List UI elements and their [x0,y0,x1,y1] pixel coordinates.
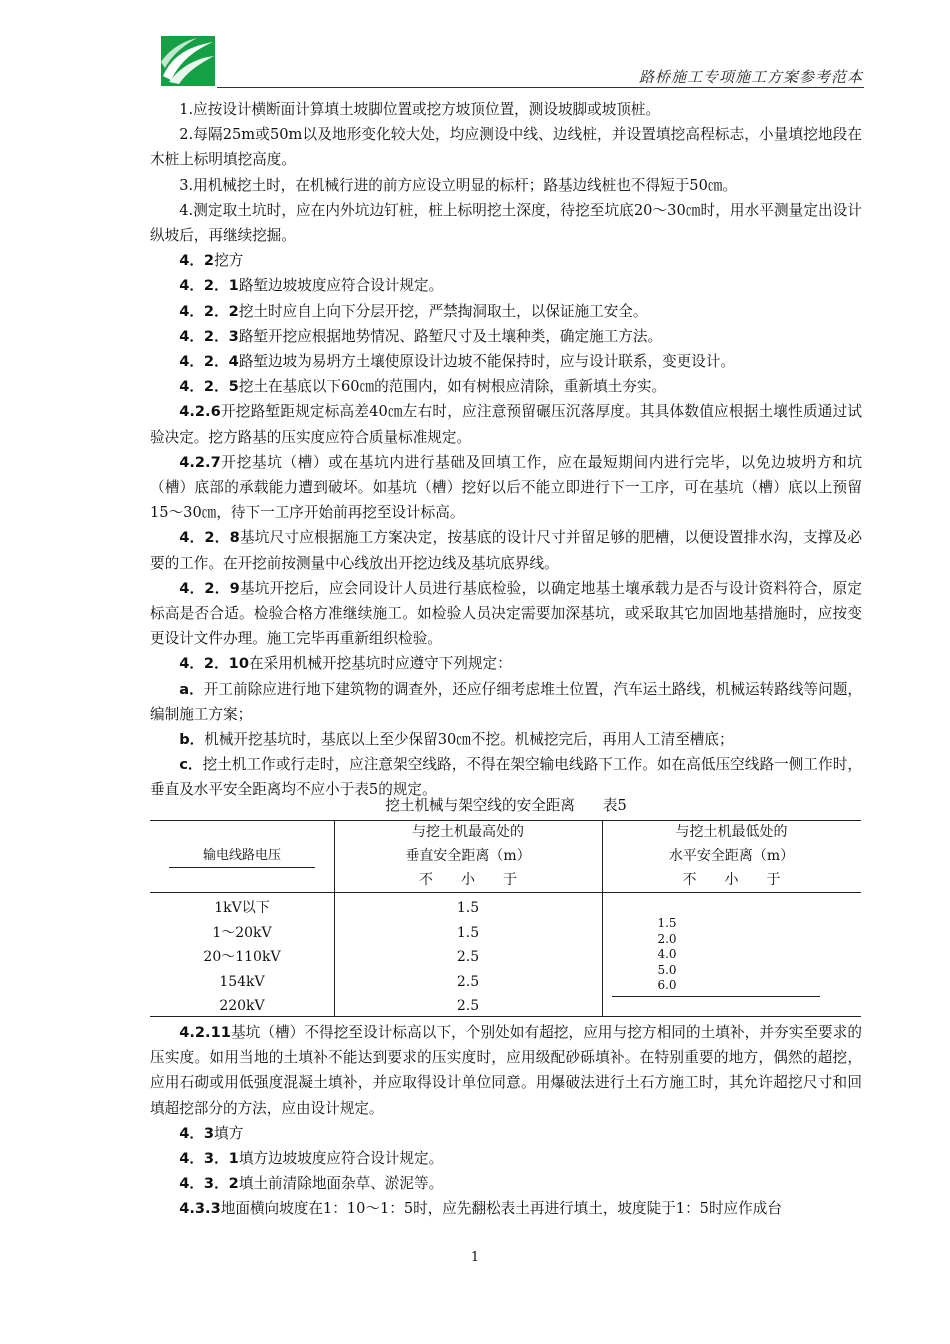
table-cell: 1.5 [657,916,677,930]
table-cell: 154kV [219,973,265,990]
page-number: 1 [470,1250,480,1265]
paragraph: 4.2.7开挖基坑（槽）或在基坑内进行基础及回填工作，应在最短期间内进行完毕，以免边坡坍方和坑（槽）底部的承载能力遭到破坏。如基坑（槽）挖好以后不能立即进行下一工序，可在基坑（槽）底以上预留15～30㎝，待下一工序开始前再挖至设计标高。 [150,453,862,522]
voltage-column [150,896,334,1019]
table-cell: 2.0 [657,931,677,946]
paragraph: 4．3．2填土前清除地面杂草、淤泥等。 [179,1175,444,1193]
green-swoosh-logo-icon [161,36,215,86]
table-cell: 1～20kV [212,924,272,941]
header-rule [217,87,864,88]
col-header-voltage: 输电线路电压 [150,844,334,868]
paragraph: 3.用机械挖土时，在机械行进的前方应设立明显的标杆；路基边线桩也不得短于50㎝。 [179,176,738,194]
paragraph: 4．2．2挖土时应自上向下分层开挖，严禁掏洞取土，以保证施工安全。 [179,302,648,320]
list-item: a．开工前除应进行地下建筑物的调查外，还应仔细考虑堆土位置，汽车运土路线，机械运转路线等问题，编制施工方案； [150,680,862,723]
list-item: c．挖土机工作或行走时，应注意架空线路，不得在架空输电线路下工作。如在高低压空线路一侧工作时，垂直及水平安全距离均不应小于表5的规定。 [150,756,862,799]
table-cell: 20～110kV [203,949,281,965]
paragraph: 4．2．3路堑开挖应根据地势情况、路堑尺寸及土壤种类，确定施工方法。 [179,327,663,345]
col-header-horizontal: 与挖土机最低处的 水平安全距离（m） 不 小 于 [668,824,795,888]
table-cell: 1.5 [456,900,480,916]
table-cell: 5.0 [657,962,677,977]
list-item: b．机械开挖基坑时，基底以上至少保留30㎝不挖。机械挖完后，再用人工清至槽底； [179,731,734,749]
paragraph: 4.测定取土坑时，应在内外坑边钉桩，桩上标明挖土深度，待挖至坑底20～30㎝时，用水平测量定出设计纵坡后，再继续挖掘。 [150,201,862,245]
paragraph: 4.2.11基坑（槽）不得挖至设计标高以下，个别处如有超挖，应用与挖方相同的土填补，并夯实至要求的压实度。如用当地的土填补不能达到要求的压实度时，应用级配砂砾填补。在特别重要的地方，偶然的超挖，应用石砌或用低强度混凝土填补，并应取得设计单位同意。用爆破法进行土石方施工时，其允许超挖尺寸和回填超挖部分的方法，应由设计规定。 [150,1024,862,1117]
table-cell: 2.5 [456,949,480,965]
paragraph: 4.2.6开挖路堑距规定标高差40㎝左右时，应注意预留碾压沉落厚度。其具体数值应根据土壤性质通过试验决定。挖方路基的压实度应符合质量标准规定。 [150,403,862,446]
table-cell: 6.0 [657,978,677,992]
table-cell: 2.5 [456,973,480,990]
table-cell: 1.5 [456,924,480,941]
inner-rule [612,996,820,997]
table-cell: 1kV以下 [214,900,270,916]
vertical-distance-column [334,896,602,1019]
paragraph: 1.应按设计横断面计算填土坡脚位置或挖方坡顶位置，测设坡脚或坡顶桩。 [179,101,661,118]
table-header-rule [150,892,861,893]
paragraph: 4．2．8基坑尺寸应根据施工方案决定，按基底的设计尺寸并留足够的肥槽，以便设置排水沟，支撑及必要的工作。在开挖前按测量中心线放出开挖边线及基坑底界线。 [150,529,862,572]
horizontal-distance-column [602,916,732,994]
paragraph: 2.每隔25m或50m以及地形变化较大处，均应测设中线、边线桩，并设置填挖高程标志，小量填挖地段在木桩上标明填挖高度。 [150,126,862,169]
paragraph: 4．2．1路堑边坡坡度应符合设计规定。 [179,277,444,295]
paragraph: 4．2．5挖土在基底以下60㎝的范围内，如有树根应清除，重新填土夯实。 [179,378,667,396]
section-heading: 4．2挖方 [179,252,244,270]
table-cell: 220kV [219,998,265,1014]
body-text-lower [150,1020,862,1222]
col-header-vertical: 与挖土机最高处的 垂直安全距离（m） 不 小 于 [405,824,531,888]
body-text-upper [150,97,862,803]
paragraph: 4．3．1填方边坡坡度应符合设计规定。 [179,1150,444,1168]
table-caption: 挖土机械与架空线的安全距离 表5 [385,797,627,814]
paragraph: 4.3.3地面横向坡度在1：10～1：5时，应先翻松表土再进行填土，坡度陡于1：5时应作成台 [179,1200,782,1218]
page-header [155,34,865,88]
safety-distance-table [150,818,861,1018]
paragraph: 4．2．10在采用机械开挖基坑时应遵守下列规定： [179,655,512,673]
section-heading: 4．3填方 [179,1124,244,1142]
table-cell: 2.5 [456,998,480,1014]
header-title: 路桥施工专项施工方案参考范本 [638,68,863,86]
paragraph: 4．2．9基坑开挖后，应会同设计人员进行基底检验，以确定地基土壤承载力是否与设计资料符合，原定标高是否合适。检验合格方准继续施工。如检验人员决定需要加深基坑，或采取其它加固地基措施时，应按变更设计文件办理。施工完毕再重新组织检验。 [150,579,862,648]
paragraph: 4．2．4路堑边坡为易坍方土壤使原设计边坡不能保持时，应与设计联系，变更设计。 [179,353,736,371]
table-cell: 4.0 [657,947,677,961]
